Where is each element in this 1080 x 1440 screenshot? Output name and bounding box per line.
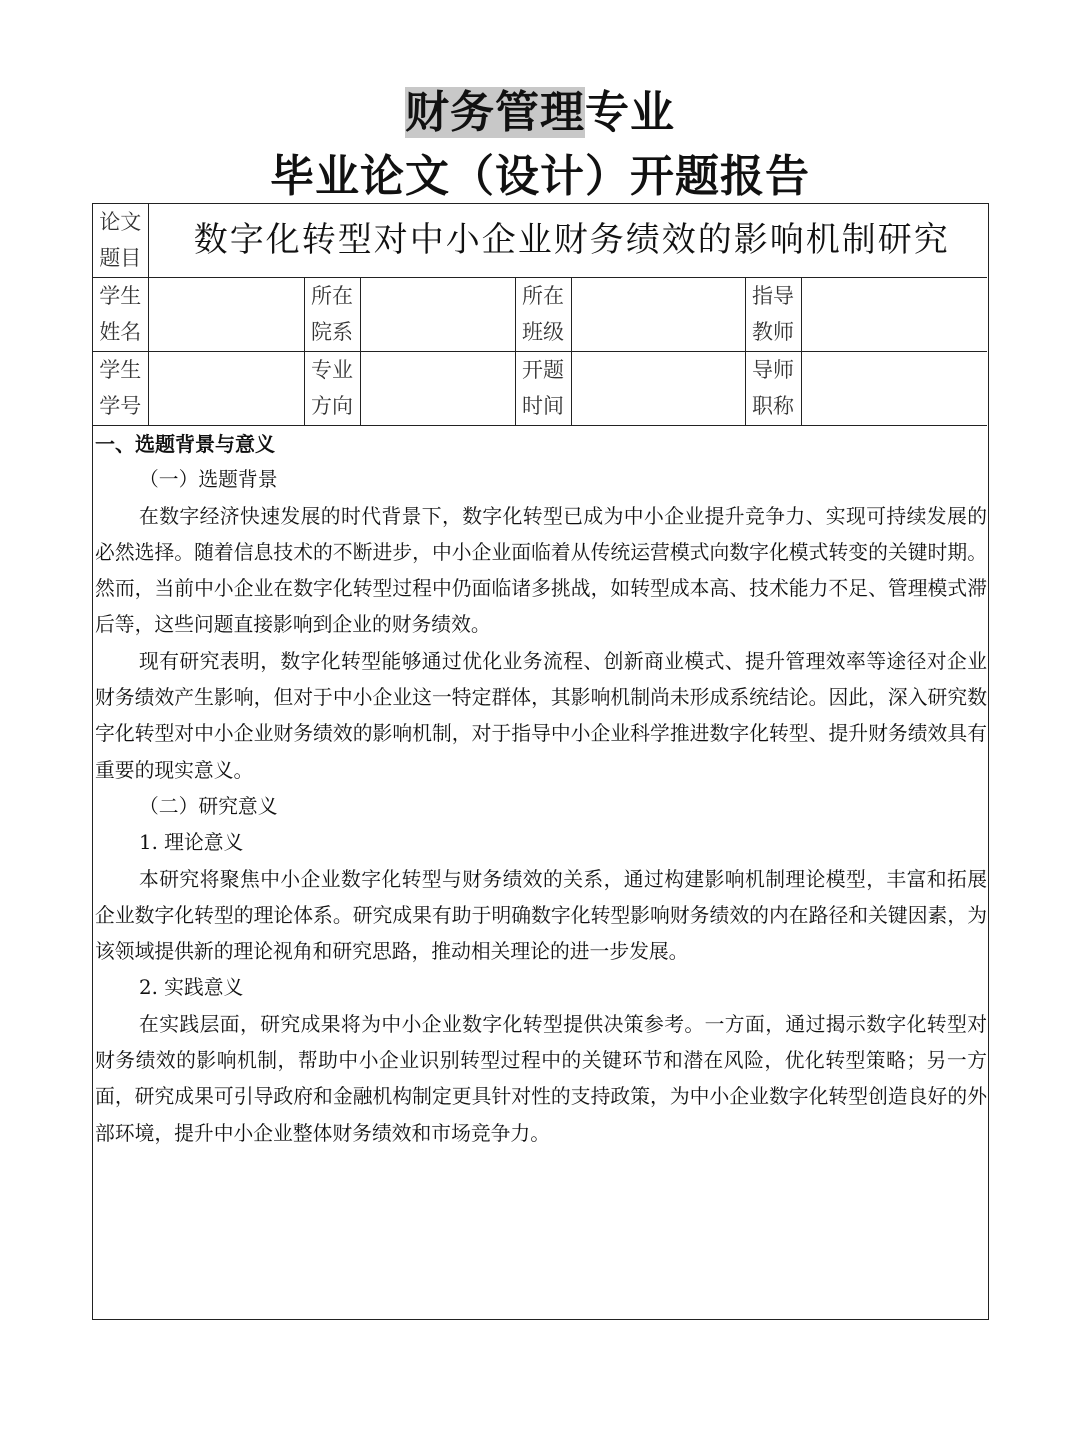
topic-row [93, 204, 987, 277]
label-line: 职称 [752, 394, 794, 418]
advisor-title-label [745, 351, 801, 425]
label-line: 指导 [752, 284, 794, 308]
label-line: 方向 [311, 394, 353, 418]
label-line: 学生 [99, 358, 142, 382]
topic-label-line1: 论文 [99, 210, 142, 235]
label-line: 学生 [99, 284, 142, 308]
student-id-label [93, 351, 148, 425]
advisor-title-field[interactable] [801, 351, 987, 425]
label-line: 院系 [311, 320, 353, 344]
sub-heading-significance: （二）研究意义 [139, 794, 278, 818]
department-label [304, 277, 360, 351]
title-highlight: 财务管理 [405, 87, 585, 138]
paragraph: 本研究将聚焦中小企业数字化转型与财务绩效的关系，通过构建影响机制理论模型，丰富和拓展企业数字化转型的理论体系。研究成果有助于明确数字化转型影响财务绩效的内在路径和关键因素，为该领域提供新的理论视角和研究思路，推动相关理论的进一步发展。 [95, 867, 987, 964]
info-row-1 [93, 277, 987, 351]
title-rest: 专业 [585, 87, 675, 138]
label-line: 专业 [311, 358, 353, 382]
label-line: 时间 [522, 394, 564, 418]
paragraph: 在实践层面，研究成果将为中小企业数字化转型提供决策参考。一方面，通过揭示数字化转型对财务绩效的影响机制，帮助中小企业识别转型过程中的关键环节和潜在风险，优化转型策略；另一方面，研究成果可引导政府和金融机构制定更具针对性的支持政策，为中小企业数字化转型创造良好的外部环境，提升中小企业整体财务绩效和市场竞争力。 [95, 1012, 987, 1145]
label-line: 开题 [522, 358, 564, 382]
label-line: 所在 [522, 284, 564, 308]
sub-heading-background: （一）选题背景 [139, 468, 278, 492]
content-area[interactable] [93, 426, 987, 1152]
proposal-time-field[interactable] [571, 351, 745, 425]
label-line: 导师 [752, 358, 794, 382]
proposal-form [92, 203, 989, 1320]
info-row-2 [93, 351, 987, 425]
advisor-field[interactable] [801, 277, 987, 351]
student-id-field[interactable] [148, 351, 304, 425]
report-header [0, 82, 1080, 208]
info-table [93, 204, 987, 426]
major-title [0, 82, 1080, 144]
class-label [515, 277, 571, 351]
topic-label [93, 204, 148, 277]
major-direction-field[interactable] [360, 351, 515, 425]
paragraph: 在数字经济快速发展的时代背景下，数字化转型已成为中小企业提升竞争力、实现可持续发展的必然选择。随着信息技术的不断进步，中小企业面临着从传统运营模式向数字化模式转变的关键时期。然而，当前中小企业在数字化转型过程中仍面临诸多挑战，如转型成本高、技术能力不足、管理模式滞后等，这些问题直接影响到企业的财务绩效。 [95, 504, 987, 637]
label-line: 班级 [522, 320, 564, 344]
topic-value[interactable]: 数字化转型对中小企业财务绩效的影响机制研究 [148, 204, 987, 277]
report-subtitle: 毕业论文（设计）开题报告 [270, 151, 810, 202]
label-line: 所在 [311, 284, 353, 308]
paragraph: 现有研究表明，数字化转型能够通过优化业务流程、创新商业模式、提升管理效率等途径对企业财务绩效产生影响，但对于中小企业这一特定群体，其影响机制尚未形成系统结论。因此，深入研究数字化转型对中小企业财务绩效的影响机制，对于指导中小企业科学推进数字化转型、提升财务绩效具有重要的现实意义。 [95, 649, 987, 782]
student-name-label [93, 277, 148, 351]
label-line: 学号 [99, 394, 142, 418]
proposal-time-label [515, 351, 571, 425]
student-name-field[interactable] [148, 277, 304, 351]
major-direction-label [304, 351, 360, 425]
section-heading: 一、选题背景与意义 [95, 432, 275, 456]
item-heading-theory: 1. 理论意义 [139, 831, 244, 855]
advisor-label [745, 277, 801, 351]
class-field[interactable] [571, 277, 745, 351]
department-field[interactable] [360, 277, 515, 351]
topic-label-line2: 题目 [99, 246, 142, 271]
item-heading-practice: 2. 实践意义 [139, 976, 244, 1000]
label-line: 教师 [752, 320, 794, 344]
label-line: 姓名 [99, 320, 142, 344]
